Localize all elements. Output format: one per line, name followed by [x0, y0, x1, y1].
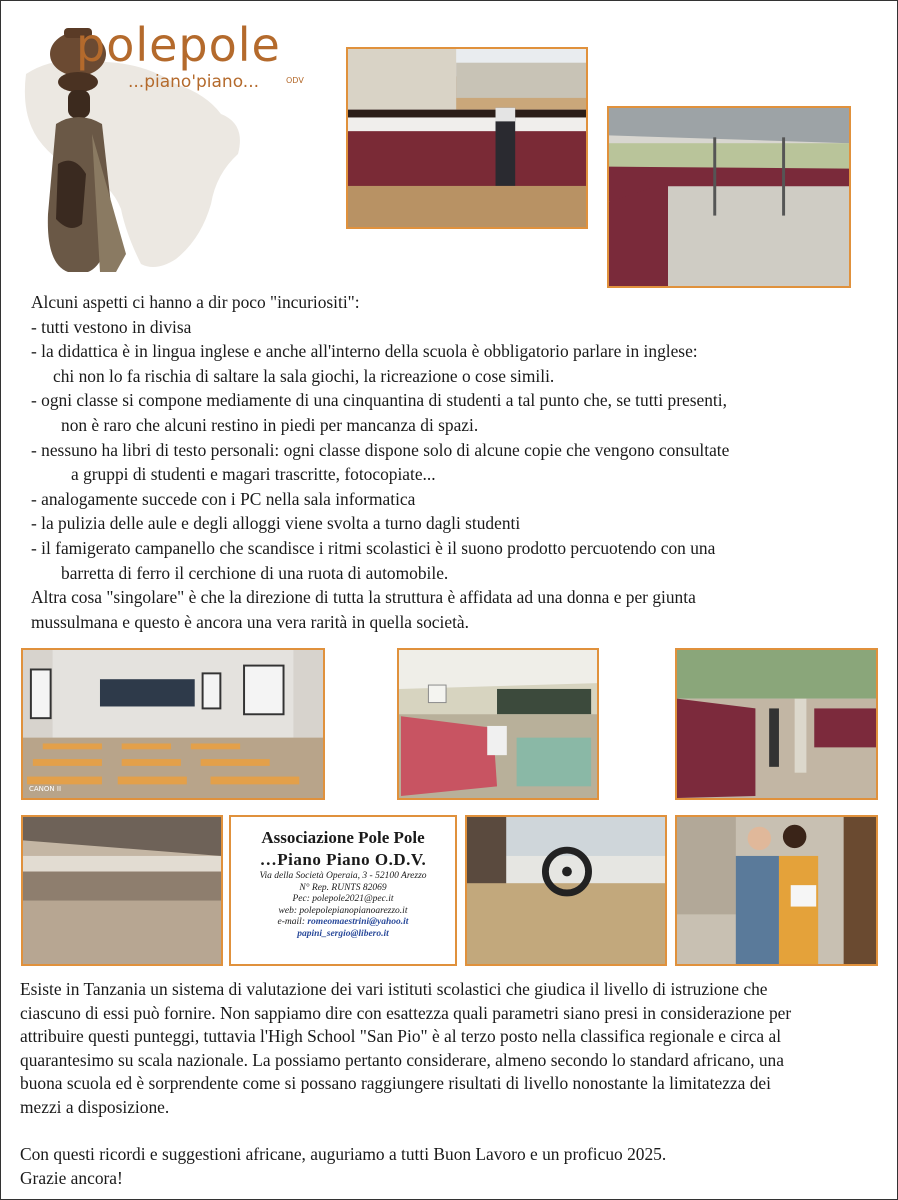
camera-label: CANON II [29, 785, 62, 793]
email-label: e-mail: [277, 917, 305, 927]
email-link-1[interactable]: romeomaestrini@yahoo.it [307, 917, 409, 927]
photo-classroom-lesson [397, 648, 599, 800]
final-line: Con questi ricordi e suggestioni africane, auguriamo a tutti Buon Lavoro e un proficuo 2025. [20, 1144, 667, 1165]
intro-line: - il famigerato campanello che scandisce i ritmi scolastici è il suono prodotto percuotendo con una [31, 537, 716, 558]
final-line: Grazie ancora! [20, 1167, 123, 1188]
closing-line: Esiste in Tanzania un sistema di valutazione dei vari istituti scolastici che giudica il livello di istruzione che [20, 979, 768, 999]
association-name: Associazione Pole Pole [261, 828, 425, 847]
photo-students-courtyard [346, 47, 588, 229]
logo-title: polepole [76, 18, 281, 72]
intro-line: - la pulizia delle aule e degli alloggi viene svolta a turno dagli studenti [31, 513, 521, 534]
association-address: Via della Società Operaia, 3 - 52100 Arezzo [259, 871, 427, 881]
intro-line: Altra cosa "singolare" è che la direzione di tutta la struttura è affidata ad una donna e per giunta [31, 587, 696, 608]
closing-line: mezzi a disposizione. [20, 1096, 170, 1117]
association-info-box [229, 815, 457, 966]
closing-text [20, 978, 880, 1190]
association-subname: …Piano Piano O.D.V. [259, 850, 427, 869]
intro-line: - tutti vestono in divisa [31, 316, 192, 337]
polepole-logo [16, 14, 316, 276]
intro-line: mussulmana e questo è ancora una vera rarità in quella società. [31, 611, 469, 632]
intro-line: a gruppi di studenti e magari trascritte, fotocopiate... [71, 464, 436, 485]
association-pec: Pec: polepole2021@pec.it [292, 894, 394, 904]
intro-line: barretta di ferro il cerchione di una ruota di automobile. [61, 562, 449, 583]
closing-line: attribuire questi punteggi, tuttavia l'High School "San Pio" è al terzo posto nella classifica regionale e circa al [20, 1026, 782, 1047]
intro-line: Alcuni aspetti ci hanno a dir poco "incuriositi": [31, 292, 360, 312]
photo-students-line [675, 648, 878, 800]
intro-line: - nessuno ha libri di testo personali: ogni classe dispone solo di alcune copie che vengono consultate [31, 439, 730, 460]
logo-suffix: ODV [286, 76, 304, 85]
closing-line: quarantesimo su scala nazionale. La possiamo pertanto considerare, almeno secondo lo standard africano, una [20, 1049, 784, 1070]
photo-exam-hall [21, 815, 223, 966]
intro-line: chi non lo fa rischia di saltare la sala giochi, la ricreazione o cose simili. [53, 365, 555, 386]
intro-line: - la didattica è in lingua inglese e anche all'interno della scuola è obbligatorio parlare in inglese: [31, 341, 698, 362]
logo-tagline: ...piano'piano... [128, 72, 260, 92]
closing-line: ciascuno di essi può fornire. Non sappiamo dire con esattezza quali parametri siano presi in considerazione per [20, 1002, 792, 1023]
association-runts: N° Rep. RUNTS 82069 [299, 882, 387, 893]
photo-students-hall [607, 106, 851, 288]
association-web[interactable]: web: polepolepianopianoarezzo.it [278, 905, 408, 916]
closing-line: buona scuola ed è sorprendente come si possano raggiungere risultati di livello nonostante la limitatezza dei [20, 1073, 771, 1094]
intro-line: non è raro che alcuni restino in piedi per mancanza di spazi. [61, 414, 479, 435]
intro-line: - ogni classe si compone mediamente di una cinquantina di studenti a tal punto che, se tutti presenti, [31, 390, 727, 411]
intro-text [31, 290, 886, 634]
photo-director-handshake [675, 815, 878, 966]
email-link-2[interactable]: papini_sergio@libero.it [297, 928, 389, 939]
photo-empty-classroom [21, 648, 325, 800]
photo-school-bell [465, 815, 667, 966]
intro-line: - analogamente succede con i PC nella sala informatica [31, 488, 416, 509]
association-email-line [231, 917, 455, 929]
